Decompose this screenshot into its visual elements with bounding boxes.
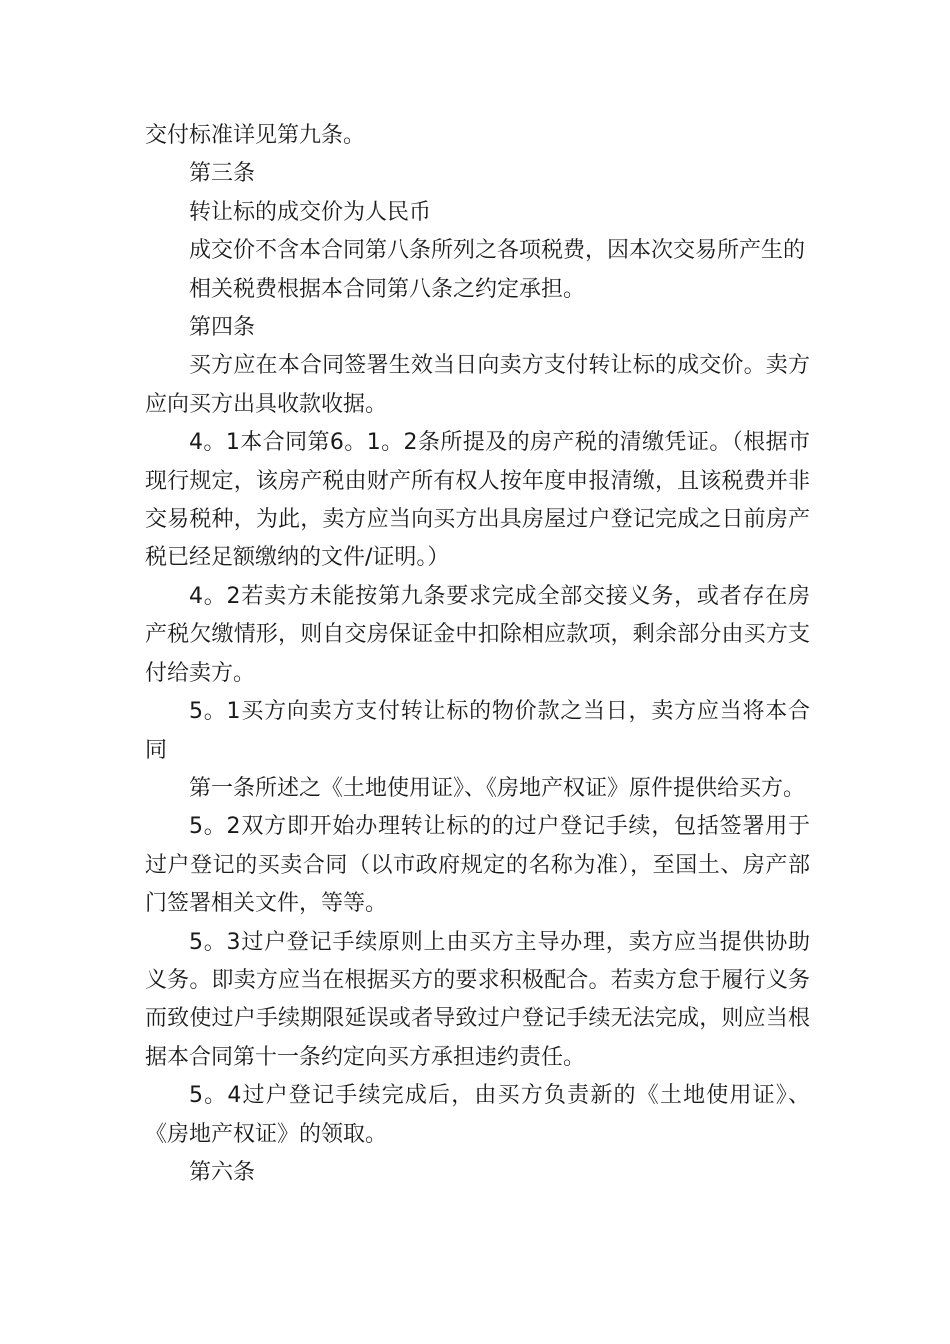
clause-5-1-continued: 第一条所述之《土地使用证》、《房地产权证》原件提供给买方。 — [189, 775, 806, 801]
document-page — [145, 117, 810, 1192]
clause-5-1: 5。1买方向卖方支付转让标的物价款之当日，卖方应当将本合同 — [145, 699, 810, 763]
article-6-heading: 第六条 — [189, 1159, 256, 1185]
paragraph-transaction-price: 转让标的成交价为人民币 — [189, 199, 432, 225]
paragraph-tax-allocation: 相关税费根据本合同第八条之约定承担。 — [189, 276, 586, 302]
paragraph-payment-on-signing: 买方应在本合同签署生效当日向卖方支付转让标的成交价。卖方应向买方出具收款收据。 — [145, 353, 810, 417]
article-4-heading: 第四条 — [189, 315, 256, 341]
clause-4-2: 4。2若卖方未能按第九条要求完成全部交接义务，或者存在房产税欠缴情形，则自交房保证金中扣除相应款项，剩余部分由买方支付给卖方。 — [145, 583, 810, 686]
clause-5-4: 5。4过户登记手续完成后，由买方负责新的《土地使用证》、《房地产权证》的领取。 — [145, 1083, 810, 1147]
article-3-heading: 第三条 — [189, 161, 256, 187]
paragraph-price-excludes-taxes: 成交价不含本合同第八条所列之各项税费，因本次交易所产生的 — [189, 238, 806, 264]
clause-4-1: 4。1本合同第6。1。2条所提及的房产税的清缴凭证。（根据市现行规定，该房产税由财产所有权人按年度申报清缴，且该税费并非交易税种，为此，卖方应当向买方出具房屋过户登记完成之日前房产税已经足额缴纳的文件/证明。） — [145, 430, 810, 571]
clause-5-2: 5。2双方即开始办理转让标的的过户登记手续，包括签署用于过户登记的买卖合同（以市政府规定的名称为准），至国土、房产部门签署相关文件，等等。 — [145, 814, 810, 917]
clause-5-3: 5。3过户登记手续原则上由买方主导办理，卖方应当提供协助义务。即卖方应当在根据买方的要求积极配合。若卖方怠于履行义务而致使过户手续期限延误或者导致过户登记手续无法完成，则应当根据本合同第十一条约定向买方承担违约责任。 — [145, 929, 810, 1070]
paragraph-delivery-standard: 交付标准详见第九条。 — [145, 123, 366, 148]
